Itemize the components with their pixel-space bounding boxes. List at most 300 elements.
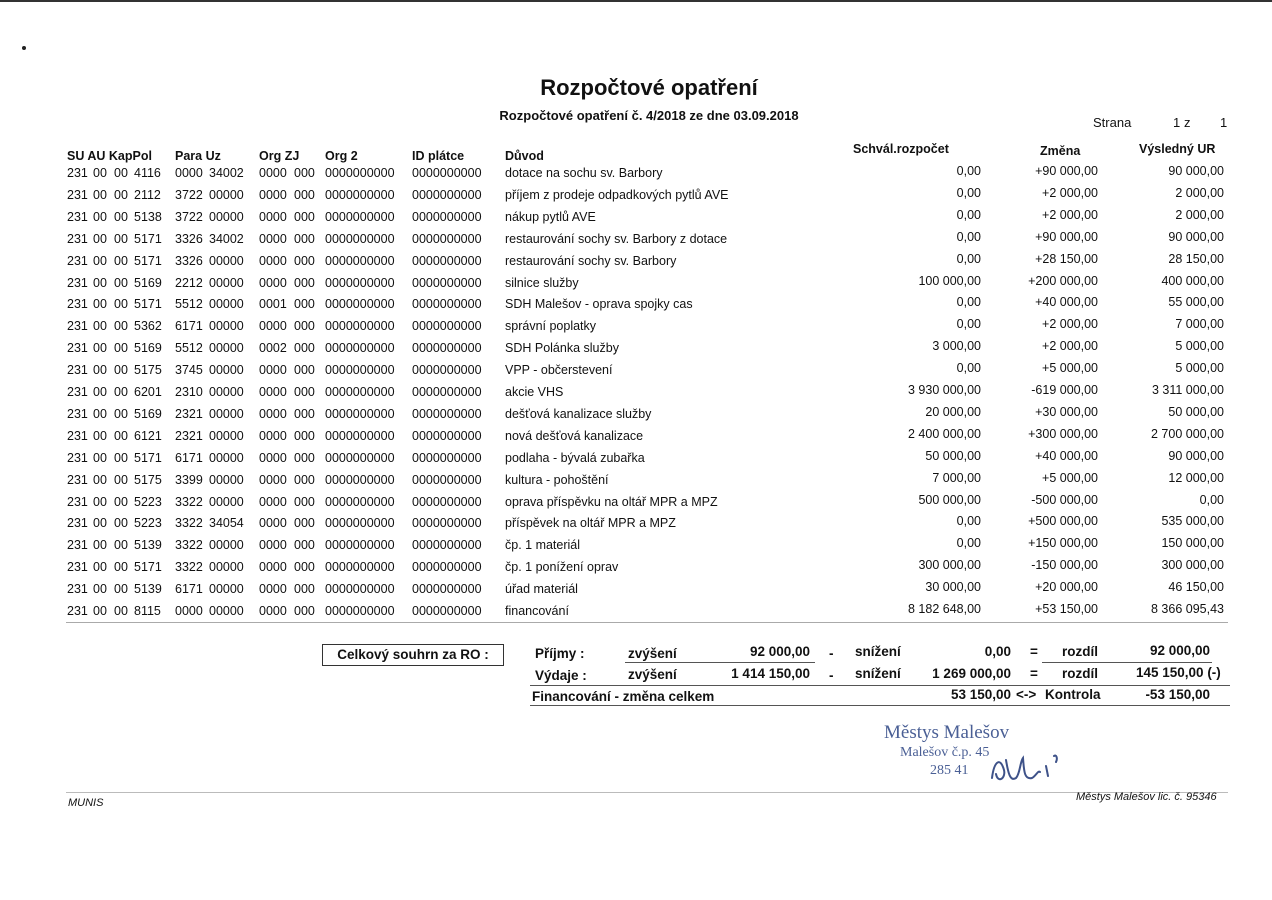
prijmy-snizeni-label: snížení <box>855 644 901 659</box>
cell-kp: 5139 <box>134 582 162 597</box>
cell-duvod: čp. 1 materiál <box>505 538 581 553</box>
cell-para: 3322 <box>175 494 203 509</box>
cell-duvod: dešťová kanalizace služby <box>505 406 652 421</box>
vydaje-zvyseni-value: 1 414 150,00 <box>731 666 810 681</box>
cell-org: 0000 <box>259 406 287 421</box>
scan-edge <box>0 0 1272 2</box>
cell-zj: 000 <box>294 494 315 509</box>
cell-uz: 34002 <box>209 231 244 246</box>
cell-vysl: 12 000,00 <box>1168 470 1224 485</box>
cell-uz: 00000 <box>209 297 244 312</box>
cell-duvod: SDH Polánka služby <box>505 341 619 356</box>
cell-vysl: 90 000,00 <box>1168 448 1224 463</box>
cell-zmena: +30 000,00 <box>1035 404 1098 419</box>
cell-zj: 000 <box>294 560 315 575</box>
cell-id: 0000000000 <box>412 231 482 246</box>
cell-duvod: VPP - občerstevení <box>505 363 613 378</box>
cell-para: 0000 <box>175 604 203 618</box>
cell-id: 0000000000 <box>412 472 482 487</box>
cell-para: 2321 <box>175 406 203 421</box>
cell-uz: 00000 <box>209 494 244 509</box>
cell-schval: 0,00 <box>956 251 981 266</box>
cell-kp: 5171 <box>134 560 162 575</box>
cell-para: 5512 <box>175 297 203 312</box>
cell-vysl: 55 000,00 <box>1168 295 1224 310</box>
prijmy-eq: = <box>1030 644 1038 659</box>
cell-uz: 00000 <box>209 406 244 421</box>
cell-zj: 000 <box>294 275 315 290</box>
stamp-line-1: Městys Malešov <box>884 722 1010 743</box>
cell-zmena: -150 000,00 <box>1031 558 1098 573</box>
cell-uz: 00000 <box>209 560 244 575</box>
cell-id: 0000000000 <box>412 253 482 268</box>
cell-id: 0000000000 <box>412 341 482 356</box>
cell-id: 0000000000 <box>412 166 482 180</box>
cell-duvod: silnice služby <box>505 275 579 290</box>
cell-z: 00 <box>114 253 128 268</box>
cell-para: 3322 <box>175 516 203 531</box>
cell-duvod: čp. 1 ponížení oprav <box>505 560 619 575</box>
cell-para: 5512 <box>175 341 203 356</box>
cell-zj: 000 <box>294 363 315 378</box>
cell-uz: 00000 <box>209 450 244 465</box>
cell-zmena: -619 000,00 <box>1031 383 1098 397</box>
cell-duvod: financování <box>505 604 569 618</box>
cell-org: 0000 <box>259 231 287 246</box>
cell-kp: 4116 <box>134 166 161 180</box>
cell-id: 0000000000 <box>412 516 482 531</box>
cell-su: 231 <box>67 582 88 597</box>
cell-para: 2321 <box>175 428 203 443</box>
cell-kp: 5175 <box>134 363 162 378</box>
cell-su: 231 <box>67 341 88 356</box>
cell-id: 0000000000 <box>412 209 482 224</box>
cell-id: 0000000000 <box>412 406 482 421</box>
cell-su: 231 <box>67 494 88 509</box>
cell-schval: 0,00 <box>956 185 981 200</box>
cell-vysl: 8 366 095,43 <box>1151 602 1224 616</box>
cell-uz: 00000 <box>209 275 244 290</box>
footer-rule <box>66 792 1228 793</box>
cell-org2: 0000000000 <box>325 406 395 421</box>
cell-su: 231 <box>67 385 88 399</box>
signature-mark <box>990 748 1070 792</box>
cell-au: 00 <box>93 538 107 553</box>
cell-zj: 000 <box>294 187 315 202</box>
cell-zmena: +5 000,00 <box>1042 470 1098 485</box>
cell-kp: 5171 <box>134 231 162 246</box>
cell-z: 00 <box>114 472 128 487</box>
cell-z: 00 <box>114 231 128 246</box>
cell-id: 0000000000 <box>412 450 482 465</box>
vydaje-snizeni-value: 1 269 000,00 <box>932 666 1011 681</box>
page-current: 1 <box>1173 115 1181 130</box>
cell-kp: 5169 <box>134 406 162 421</box>
cell-para: 3399 <box>175 472 203 487</box>
cell-schval: 0,00 <box>956 361 981 376</box>
vydaje-zvyseni-label: zvýšení <box>628 667 677 682</box>
cell-schval: 300 000,00 <box>918 558 981 573</box>
cell-id: 0000000000 <box>412 319 482 334</box>
cell-para: 3722 <box>175 209 203 224</box>
kontrola-value: -53 150,00 <box>1145 687 1210 702</box>
cell-schval: 50 000,00 <box>925 448 981 463</box>
page-label: Strana <box>1093 115 1132 130</box>
cell-zj: 000 <box>294 341 315 356</box>
cell-uz: 00000 <box>209 187 244 202</box>
cell-au: 00 <box>93 166 107 180</box>
cell-zj: 000 <box>294 450 315 465</box>
cell-duvod: SDH Malešov - oprava spojky cas <box>505 297 693 312</box>
cell-id: 0000000000 <box>412 538 482 553</box>
cell-zj: 000 <box>294 385 315 399</box>
cell-kp: 5169 <box>134 275 162 290</box>
cell-org2: 0000000000 <box>325 385 395 399</box>
cell-org2: 0000000000 <box>325 341 395 356</box>
cell-org: 0001 <box>259 297 287 312</box>
cell-uz: 00000 <box>209 582 244 597</box>
vydaje-eq: = <box>1030 666 1038 681</box>
header-vysledny: Výsledný UR <box>1139 142 1216 156</box>
cell-duvod: úřad materiál <box>505 582 578 597</box>
cell-org2: 0000000000 <box>325 231 395 246</box>
cell-uz: 34002 <box>209 166 244 180</box>
cell-schval: 20 000,00 <box>925 404 981 419</box>
cell-vysl: 5 000,00 <box>1175 361 1224 376</box>
cell-vysl: 150 000,00 <box>1161 536 1224 551</box>
cell-su: 231 <box>67 406 88 421</box>
cell-z: 00 <box>114 297 128 312</box>
cell-uz: 00000 <box>209 363 244 378</box>
cell-z: 00 <box>114 428 128 443</box>
cell-org2: 0000000000 <box>325 560 395 575</box>
cell-au: 00 <box>93 428 107 443</box>
cell-schval: 0,00 <box>956 514 981 529</box>
cell-z: 00 <box>114 319 128 334</box>
cell-zj: 000 <box>294 297 315 312</box>
cell-schval: 0,00 <box>956 295 981 310</box>
cell-kp: 8115 <box>134 604 161 618</box>
cell-zmena: +2 000,00 <box>1042 317 1098 332</box>
cell-vysl: 90 000,00 <box>1168 229 1224 244</box>
prijmy-zvyseni-label: zvýšení <box>628 646 677 661</box>
cell-zj: 000 <box>294 582 315 597</box>
cell-para: 3745 <box>175 363 203 378</box>
cell-org: 0000 <box>259 385 287 399</box>
cell-au: 00 <box>93 275 107 290</box>
cell-kp: 6201 <box>134 385 162 399</box>
cell-uz: 00000 <box>209 253 244 268</box>
cell-schval: 0,00 <box>956 536 981 551</box>
cell-duvod: restaurování sochy sv. Barbory z dotace <box>505 231 728 246</box>
document-subtitle: Rozpočtové opatření č. 4/2018 ze dne 03.09.2018 <box>499 108 799 123</box>
vydaje-rozdil-value: 145 150,00 (-) <box>1136 665 1221 680</box>
cell-su: 231 <box>67 472 88 487</box>
header-id-platce: ID plátce <box>412 149 465 163</box>
cell-zmena: +20 000,00 <box>1035 580 1098 595</box>
cell-vysl: 46 150,00 <box>1168 580 1224 595</box>
vydaje-label: Výdaje : <box>535 668 587 683</box>
cell-duvod: restaurování sochy sv. Barbory <box>505 253 677 268</box>
cell-su: 231 <box>67 253 88 268</box>
cell-kp: 5223 <box>134 516 162 531</box>
cell-para: 3322 <box>175 538 203 553</box>
cell-z: 00 <box>114 406 128 421</box>
cell-id: 0000000000 <box>412 187 482 202</box>
cell-vysl: 0,00 <box>1199 492 1224 507</box>
prijmy-dash: - <box>829 646 834 661</box>
cell-zmena: +28 150,00 <box>1035 251 1098 266</box>
scan-dot <box>22 46 26 50</box>
cell-org2: 0000000000 <box>325 472 395 487</box>
cell-org: 0000 <box>259 450 287 465</box>
cell-su: 231 <box>67 231 88 246</box>
cell-zj: 000 <box>294 538 315 553</box>
cell-para: 6171 <box>175 319 203 334</box>
cell-vysl: 3 311 000,00 <box>1151 383 1224 397</box>
cell-au: 00 <box>93 385 107 399</box>
header-org2: Org 2 <box>325 149 358 163</box>
cell-zj: 000 <box>294 604 315 618</box>
cell-z: 00 <box>114 494 128 509</box>
cell-duvod: akcie VHS <box>505 385 564 399</box>
cell-uz: 34054 <box>209 516 244 531</box>
cell-z: 00 <box>114 275 128 290</box>
cell-org: 0000 <box>259 166 287 180</box>
cell-au: 00 <box>93 494 107 509</box>
cell-zj: 000 <box>294 516 315 531</box>
cell-duvod: kultura - pohoštění <box>505 472 609 487</box>
prijmy-rozdil-label: rozdíl <box>1062 644 1098 659</box>
cell-kp: 6121 <box>134 428 162 443</box>
cell-schval: 0,00 <box>956 229 981 244</box>
cell-org: 0000 <box>259 275 287 290</box>
cell-org: 0000 <box>259 472 287 487</box>
cell-z: 00 <box>114 385 128 399</box>
cell-para: 3722 <box>175 187 203 202</box>
cell-zj: 000 <box>294 166 315 180</box>
cell-kp: 5175 <box>134 472 162 487</box>
cell-su: 231 <box>67 560 88 575</box>
cell-z: 00 <box>114 209 128 224</box>
cell-au: 00 <box>93 450 107 465</box>
cell-z: 00 <box>114 187 128 202</box>
cell-para: 6171 <box>175 582 203 597</box>
cell-duvod: nákup pytlů AVE <box>505 209 596 224</box>
cell-su: 231 <box>67 428 88 443</box>
cell-org: 0000 <box>259 428 287 443</box>
stamp-line-3: 285 41 <box>930 763 969 778</box>
footer-left: MUNIS <box>68 797 104 809</box>
cell-zmena: +200 000,00 <box>1028 273 1098 288</box>
cell-org: 0000 <box>259 494 287 509</box>
cell-org2: 0000000000 <box>325 604 395 618</box>
cell-id: 0000000000 <box>412 385 482 399</box>
cell-kp: 5362 <box>134 319 162 334</box>
cell-org: 0000 <box>259 319 287 334</box>
cell-zj: 000 <box>294 406 315 421</box>
document-title: Rozpočtové opatření <box>540 75 758 100</box>
cell-zj: 000 <box>294 253 315 268</box>
cell-kp: 5139 <box>134 538 162 553</box>
cell-su: 231 <box>67 604 88 618</box>
cell-org: 0000 <box>259 582 287 597</box>
vydaje-dash: - <box>829 668 834 683</box>
cell-duvod: příjem z prodeje odpadkových pytlů AVE <box>505 187 729 202</box>
cell-para: 2310 <box>175 385 203 399</box>
cell-zmena: +2 000,00 <box>1042 339 1098 354</box>
cell-z: 00 <box>114 450 128 465</box>
page-of-label: z <box>1184 115 1191 130</box>
header-duvod: Důvod <box>505 149 544 163</box>
cell-para: 3326 <box>175 231 203 246</box>
cell-schval: 8 182 648,00 <box>908 602 981 616</box>
cell-kp: 5169 <box>134 341 162 356</box>
cell-au: 00 <box>93 209 107 224</box>
cell-schval: 0,00 <box>956 207 981 222</box>
cell-org2: 0000000000 <box>325 363 395 378</box>
prijmy-zvyseni-value: 92 000,00 <box>749 644 810 659</box>
cell-org2: 0000000000 <box>325 209 395 224</box>
cell-org2: 0000000000 <box>325 428 395 443</box>
cell-org2: 0000000000 <box>325 494 395 509</box>
cell-zj: 000 <box>294 231 315 246</box>
cell-au: 00 <box>93 231 107 246</box>
cell-org: 0000 <box>259 516 287 531</box>
header-para-uz: Para Uz <box>175 149 221 163</box>
cell-su: 231 <box>67 187 88 202</box>
cell-id: 0000000000 <box>412 582 482 597</box>
cell-kp: 5171 <box>134 450 162 465</box>
cell-duvod: nová dešťová kanalizace <box>505 428 644 443</box>
cell-z: 00 <box>114 166 128 180</box>
cell-su: 231 <box>67 297 88 312</box>
cell-uz: 00000 <box>209 319 244 334</box>
financovani-label: Financování - změna celkem <box>532 689 715 704</box>
cell-id: 0000000000 <box>412 428 482 443</box>
kontrola-label: Kontrola <box>1045 687 1101 702</box>
cell-zmena: -500 000,00 <box>1031 492 1098 507</box>
stamp-line-2: Malešov č.p. 45 <box>900 745 990 760</box>
financovani-underline <box>530 705 1230 706</box>
cell-org2: 0000000000 <box>325 538 395 553</box>
cell-z: 00 <box>114 582 128 597</box>
cell-schval: 0,00 <box>956 164 981 178</box>
vydaje-snizeni-label: snížení <box>855 666 901 681</box>
cell-z: 00 <box>114 604 128 618</box>
financovani-value: 53 150,00 <box>950 687 1011 702</box>
cell-org: 0000 <box>259 187 287 202</box>
cell-vysl: 2 000,00 <box>1175 185 1224 200</box>
cell-z: 00 <box>114 341 128 356</box>
cell-vysl: 90 000,00 <box>1168 164 1224 178</box>
cell-id: 0000000000 <box>412 297 482 312</box>
cell-zj: 000 <box>294 319 315 334</box>
cell-org2: 0000000000 <box>325 275 395 290</box>
cell-id: 0000000000 <box>412 560 482 575</box>
cell-au: 00 <box>93 582 107 597</box>
prijmy-snizeni-value: 0,00 <box>984 644 1011 659</box>
prijmy-rozdil-underline <box>1042 662 1212 663</box>
table-end-rule <box>66 622 1228 623</box>
cell-z: 00 <box>114 560 128 575</box>
cell-su: 231 <box>67 275 88 290</box>
cell-au: 00 <box>93 187 107 202</box>
cell-au: 00 <box>93 516 107 531</box>
prijmy-rozdil-value: 92 000,00 <box>1149 643 1210 658</box>
cell-su: 231 <box>67 319 88 334</box>
cell-vysl: 50 000,00 <box>1168 404 1224 419</box>
header-zmena: Změna <box>1040 144 1081 158</box>
cell-su: 231 <box>67 363 88 378</box>
vydaje-rozdil-label: rozdíl <box>1062 666 1098 681</box>
cell-org2: 0000000000 <box>325 516 395 531</box>
cell-id: 0000000000 <box>412 494 482 509</box>
cell-para: 0000 <box>175 166 203 180</box>
header-org-zj: Org ZJ <box>259 149 300 163</box>
page-total: 1 <box>1220 115 1228 130</box>
cell-para: 3326 <box>175 253 203 268</box>
header-schval: Schvál.rozpočet <box>853 142 949 156</box>
cell-vysl: 2 700 000,00 <box>1151 426 1224 441</box>
cell-au: 00 <box>93 560 107 575</box>
prijmy-label: Příjmy : <box>535 646 585 661</box>
cell-z: 00 <box>114 516 128 531</box>
cell-uz: 00000 <box>209 209 244 224</box>
cell-uz: 00000 <box>209 341 244 356</box>
cell-z: 00 <box>114 363 128 378</box>
cell-zj: 000 <box>294 428 315 443</box>
cell-uz: 00000 <box>209 538 244 553</box>
cell-schval: 3 000,00 <box>932 339 981 354</box>
cell-vysl: 300 000,00 <box>1161 558 1224 573</box>
cell-zmena: +2 000,00 <box>1042 185 1098 200</box>
cell-id: 0000000000 <box>412 363 482 378</box>
cell-org: 0000 <box>259 604 287 618</box>
cell-au: 00 <box>93 319 107 334</box>
cell-kp: 5171 <box>134 297 162 312</box>
cell-au: 00 <box>93 297 107 312</box>
cell-zmena: +500 000,00 <box>1028 514 1098 529</box>
financovani-arrow: <-> <box>1016 687 1037 702</box>
cell-duvod: dotace na sochu sv. Barbory <box>505 166 663 180</box>
cell-schval: 7 000,00 <box>932 470 981 485</box>
cell-zmena: +40 000,00 <box>1035 295 1098 310</box>
cell-duvod: podlaha - bývalá zubařka <box>505 450 645 465</box>
cell-vysl: 7 000,00 <box>1175 317 1224 332</box>
cell-zj: 000 <box>294 209 315 224</box>
cell-org2: 0000000000 <box>325 582 395 597</box>
cell-zmena: +53 150,00 <box>1035 602 1098 616</box>
cell-uz: 00000 <box>209 472 244 487</box>
cell-org2: 0000000000 <box>325 297 395 312</box>
cell-schval: 2 400 000,00 <box>908 426 981 441</box>
cell-org2: 0000000000 <box>325 187 395 202</box>
cell-para: 2212 <box>175 275 203 290</box>
cell-org2: 0000000000 <box>325 166 395 180</box>
cell-id: 0000000000 <box>412 275 482 290</box>
cell-zj: 000 <box>294 472 315 487</box>
cell-au: 00 <box>93 363 107 378</box>
cell-au: 00 <box>93 341 107 356</box>
cell-org: 0000 <box>259 538 287 553</box>
cell-zmena: +5 000,00 <box>1042 361 1098 376</box>
cell-schval: 100 000,00 <box>918 273 981 288</box>
cell-vysl: 5 000,00 <box>1175 339 1224 354</box>
cell-zmena: +300 000,00 <box>1028 426 1098 441</box>
cell-duvod: příspěvek na oltář MPR a MPZ <box>505 516 676 531</box>
cell-para: 3322 <box>175 560 203 575</box>
